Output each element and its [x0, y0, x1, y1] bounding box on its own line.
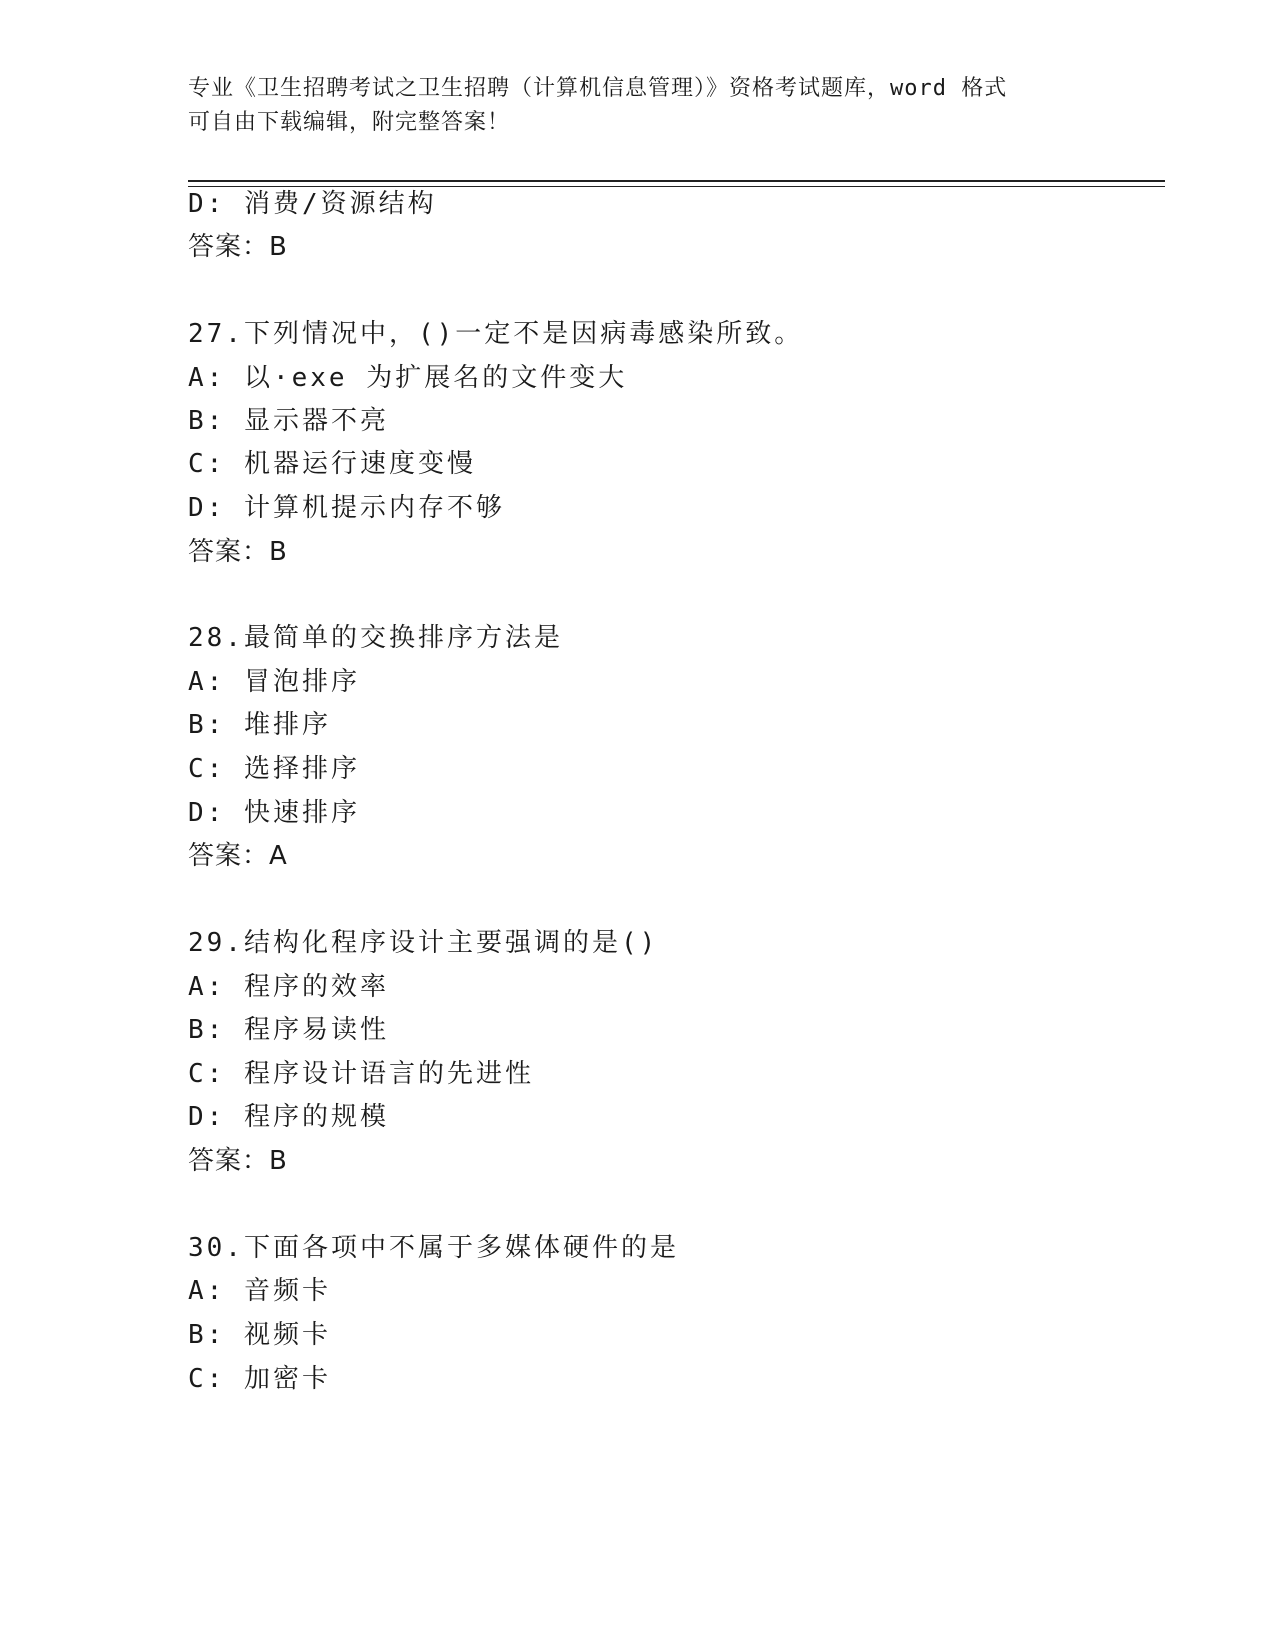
q27-option-d: D: 计算机提示内存不够 [188, 493, 505, 523]
header-line-2: 可自由下载编辑，附完整答案！ [188, 110, 511, 135]
q27-option-a: A: 以·exe 为扩展名的文件变大 [188, 363, 628, 393]
q29-option-d: D: 程序的规模 [188, 1102, 389, 1132]
q28-option-a: A: 冒泡排序 [188, 667, 360, 697]
q27-option-c: C: 机器运行速度变慢 [188, 449, 476, 479]
q29-answer: 答案：B [188, 1146, 288, 1176]
q28-option-d: D: 快速排序 [188, 798, 360, 828]
q29-option-a: A: 程序的效率 [188, 972, 389, 1002]
q30-stem: 30.下面各项中不属于多媒体硬件的是 [188, 1233, 679, 1263]
q30-option-a: A: 音频卡 [188, 1276, 331, 1306]
q29-option-c: C: 程序设计语言的先进性 [188, 1059, 534, 1089]
prev-answer: 答案：B [188, 232, 288, 262]
q28-option-c: C: 选择排序 [188, 754, 360, 784]
q29-stem: 29.结构化程序设计主要强调的是() [188, 928, 659, 958]
header-line-1: 专业《卫生招聘考试之卫生招聘（计算机信息管理）》资格考试题库，word 格式 [188, 76, 1008, 101]
q28-stem: 28.最简单的交换排序方法是 [188, 623, 563, 653]
document-header [188, 72, 1088, 140]
q30-option-b: B: 视频卡 [188, 1320, 331, 1350]
q27-stem: 27.下列情况中，()一定不是因病毒感染所致。 [188, 319, 804, 349]
header-divider-thick [188, 180, 1165, 182]
q30-option-c: C: 加密卡 [188, 1364, 331, 1394]
q28-answer: 答案：A [188, 841, 288, 871]
q27-answer: 答案：B [188, 537, 288, 567]
q28-option-b: B: 堆排序 [188, 710, 331, 740]
q29-option-b: B: 程序易读性 [188, 1015, 389, 1045]
q27-option-b: B: 显示器不亮 [188, 406, 389, 436]
prev-option-d: D: 消费/资源结构 [188, 189, 437, 219]
